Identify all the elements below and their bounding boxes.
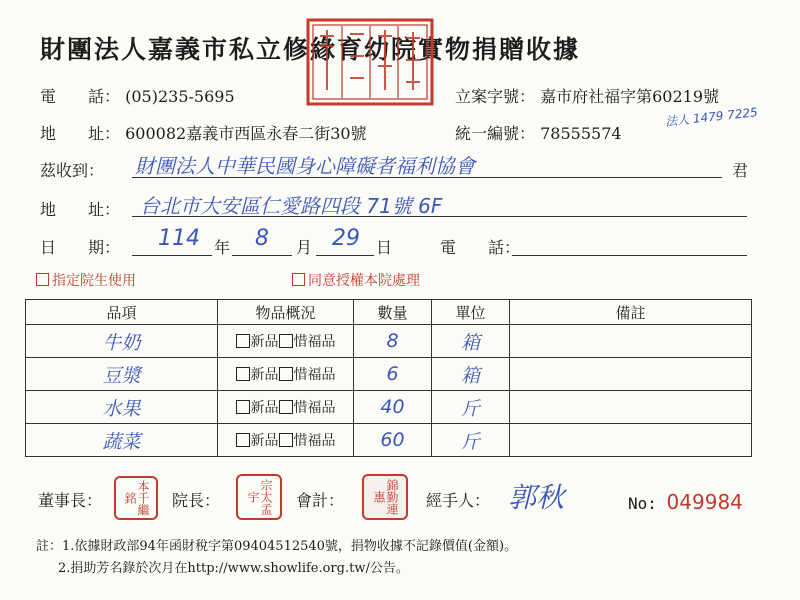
new-label: 新品 <box>250 334 279 350</box>
donor-name-line <box>132 177 722 178</box>
phone-value: (05)235-5695 <box>125 87 235 106</box>
item-cell: 水果 <box>26 391 218 424</box>
case-number-row <box>455 84 719 107</box>
new-checkbox[interactable] <box>236 400 250 414</box>
donor-address-label: 地 址： <box>40 200 121 219</box>
header-condition: 物品概況 <box>218 300 354 325</box>
condition-cell <box>218 358 354 391</box>
donor-phone-line <box>512 255 747 256</box>
header-remarks: 備註 <box>510 300 752 325</box>
header-quantity: 數量 <box>354 300 432 325</box>
table-row <box>26 358 752 391</box>
remarks-cell <box>510 358 752 391</box>
table-row <box>26 424 752 457</box>
remarks-cell <box>510 424 752 457</box>
address-label: 地 址： <box>40 124 121 143</box>
director-label: 院長： <box>172 491 221 510</box>
note-line-2: 2.捐助芳名錄於次月在http://www.showlife.org.tw/公告。 <box>58 561 409 576</box>
uniform-value: 78555574 <box>540 124 622 143</box>
date-day: 29 <box>332 226 360 251</box>
case-label: 立案字號： <box>455 87 536 106</box>
month-unit: 月 <box>296 238 313 257</box>
received-from-label: 茲收到： <box>40 161 105 180</box>
uniform-number-row <box>455 121 622 144</box>
donor-name: 財團法人中華民國身心障礙者福利協會 <box>135 154 475 178</box>
new-checkbox[interactable] <box>236 433 250 447</box>
month-line <box>232 255 292 256</box>
quantity-cell: 60 <box>354 424 432 457</box>
designated-use-option[interactable] <box>36 270 136 290</box>
serial-label: No: <box>628 494 657 513</box>
institution-phone-row <box>40 84 235 107</box>
address-value: 600082嘉義市西區永春二街30號 <box>125 124 367 143</box>
donor-suffix: 君 <box>732 161 749 180</box>
item-cell: 蔬菜 <box>26 424 218 457</box>
uniform-label: 統一編號： <box>455 124 536 143</box>
chairman-seal: 本千繼銘 <box>114 476 158 520</box>
cherish-checkbox[interactable] <box>279 400 293 414</box>
condition-cell <box>218 391 354 424</box>
new-label: 新品 <box>250 400 279 416</box>
table-row <box>26 391 752 424</box>
unit-cell: 箱 <box>432 358 510 391</box>
table-header-row <box>26 300 752 325</box>
accountant-label: 會計： <box>296 491 345 510</box>
cherish-label: 惜福品 <box>293 367 336 383</box>
donor-phone-label: 電 話： <box>440 238 521 257</box>
phone-label: 電 話： <box>40 87 121 106</box>
unit-cell: 斤 <box>432 391 510 424</box>
year-line <box>132 255 212 256</box>
cherish-checkbox[interactable] <box>279 367 293 381</box>
new-label: 新品 <box>250 367 279 383</box>
note-line-1: 註：1.依據財政部94年函財稅字第09404512540號，捐物收據不記錄價值(金額)。 <box>36 539 518 554</box>
day-unit: 日 <box>376 238 393 257</box>
cherish-label: 惜福品 <box>293 334 336 350</box>
quantity-cell: 6 <box>354 358 432 391</box>
chairman-label: 董事長： <box>38 491 103 510</box>
designated-checkbox[interactable] <box>36 273 49 286</box>
authorize-option[interactable] <box>292 270 420 290</box>
quantity-cell: 40 <box>354 391 432 424</box>
item-cell: 豆漿 <box>26 358 218 391</box>
donor-address: 台北市大安區仁愛路四段 71號 6F <box>140 194 443 218</box>
serial-value: 49984 <box>679 490 743 514</box>
cherish-label: 惜福品 <box>293 433 336 449</box>
receipt-title: 財團法人嘉義市私立修緣育幼院實物捐贈收據 <box>40 35 581 64</box>
item-cell: 牛奶 <box>26 325 218 358</box>
handwritten-side-note: 法人 1479 7225 <box>664 105 759 129</box>
condition-cell <box>218 424 354 457</box>
donor-address-line <box>132 216 747 217</box>
new-checkbox[interactable] <box>236 334 250 348</box>
institution-seal <box>300 16 440 108</box>
year-unit: 年 <box>214 238 231 257</box>
cherish-label: 惜福品 <box>293 400 336 416</box>
date-year: 114 <box>158 226 200 251</box>
serial-number <box>628 490 743 514</box>
header-item: 品項 <box>26 300 218 325</box>
authorize-checkbox[interactable] <box>292 273 305 286</box>
day-line <box>316 255 374 256</box>
accountant-seal: 錦勤連惠 <box>362 474 408 520</box>
date-month: 8 <box>255 226 269 251</box>
date-label: 日 期： <box>40 238 121 257</box>
new-checkbox[interactable] <box>236 367 250 381</box>
unit-cell: 斤 <box>432 424 510 457</box>
condition-cell <box>218 325 354 358</box>
new-label: 新品 <box>250 433 279 449</box>
cherish-checkbox[interactable] <box>279 334 293 348</box>
remarks-cell <box>510 325 752 358</box>
serial-prefix: 0 <box>666 490 680 514</box>
director-seal: 宗太孟宇 <box>236 474 282 520</box>
items-table <box>25 299 752 457</box>
institution-address-row <box>40 121 367 144</box>
remarks-cell <box>510 391 752 424</box>
handler-label: 經手人： <box>426 491 491 510</box>
designated-label: 指定院生使用 <box>52 273 136 289</box>
case-value: 嘉市府社福字第60219號 <box>540 87 720 106</box>
quantity-cell: 8 <box>354 325 432 358</box>
unit-cell: 箱 <box>432 325 510 358</box>
authorize-label: 同意授權本院處理 <box>308 273 420 289</box>
table-row <box>26 325 752 358</box>
header-unit: 單位 <box>432 300 510 325</box>
cherish-checkbox[interactable] <box>279 433 293 447</box>
handler-signature: 郭秋 <box>508 481 565 514</box>
